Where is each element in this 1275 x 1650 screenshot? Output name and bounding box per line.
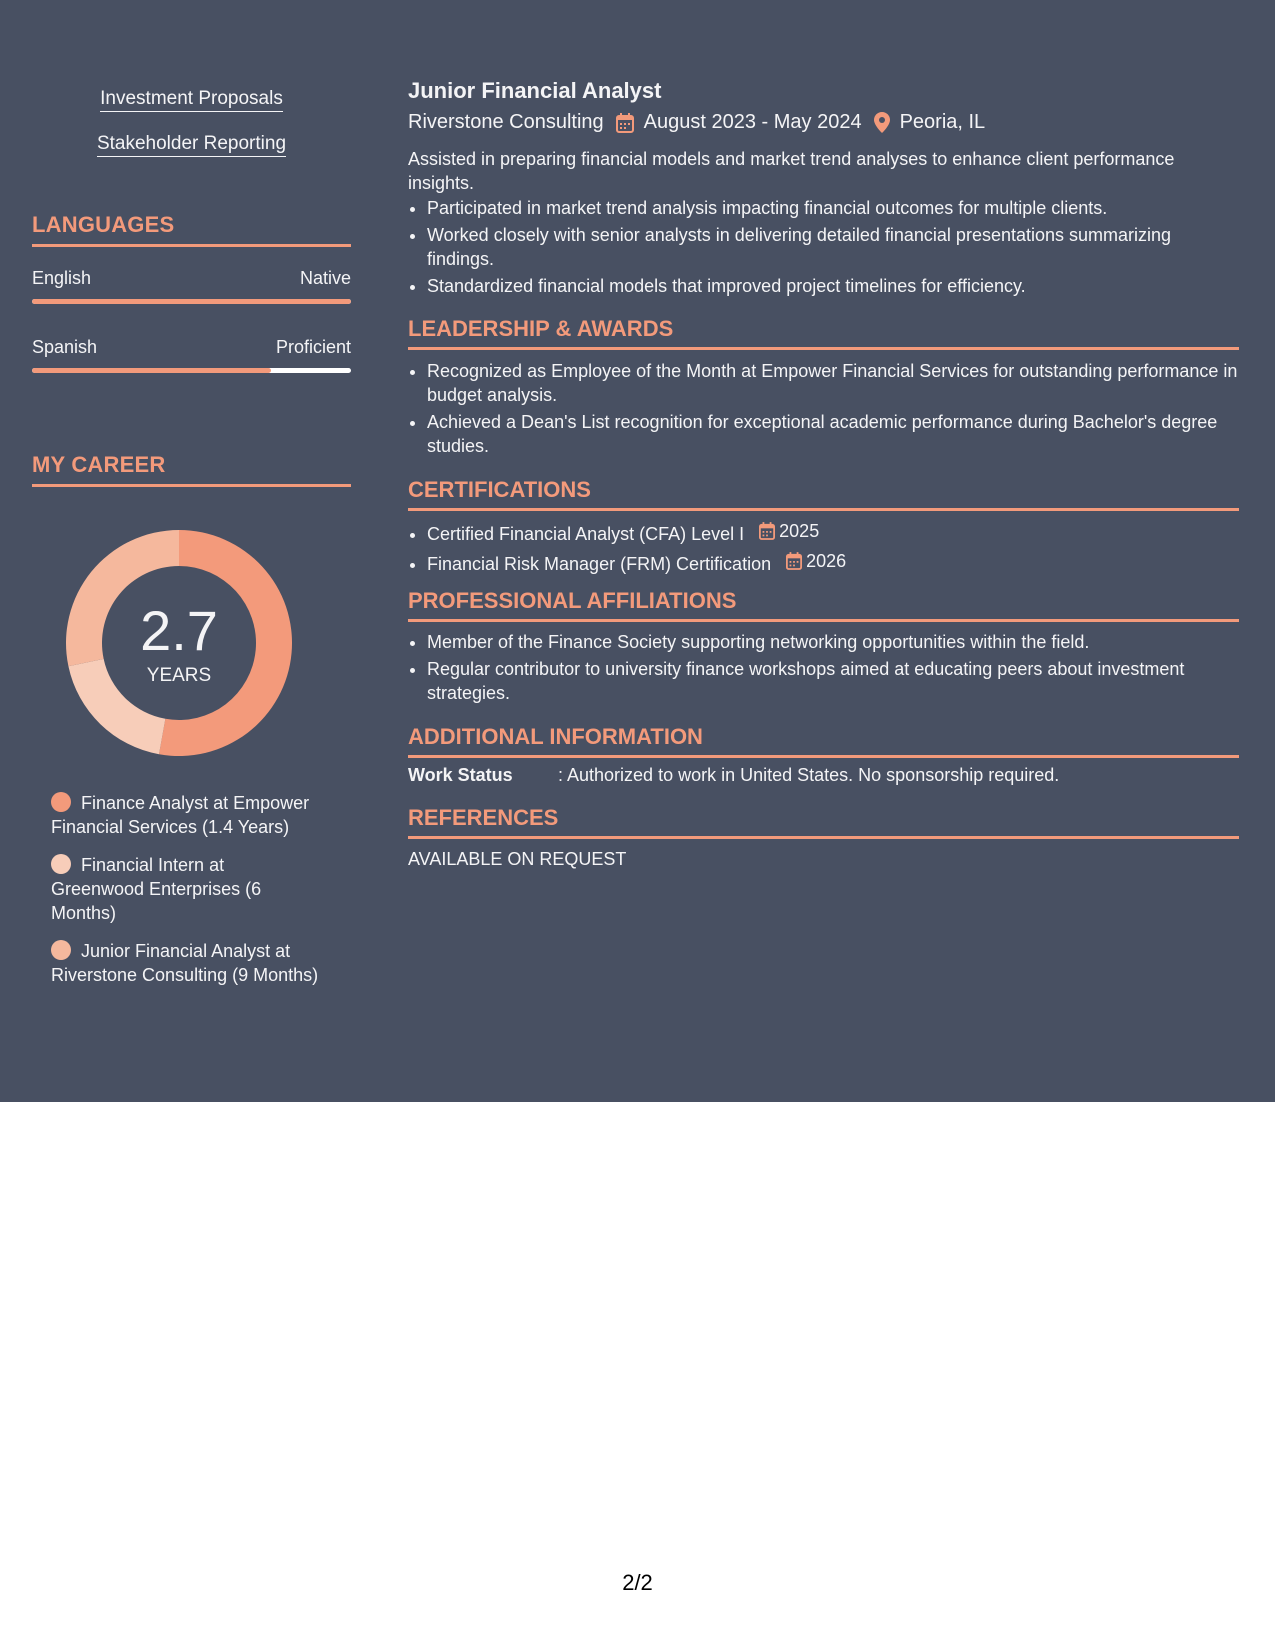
calendar-icon [616, 113, 634, 133]
language-row-english [32, 268, 351, 289]
affiliations-heading: PROFESSIONAL AFFILIATIONS [408, 588, 1239, 622]
language-level: Proficient [275, 337, 351, 357]
language-name: Spanish [32, 337, 98, 357]
certifications-list [408, 519, 1239, 579]
language-bar-fill [32, 299, 351, 304]
affiliations-list [408, 630, 1239, 708]
career-total-value: 2.7 [140, 599, 218, 662]
job-bullet-list [408, 196, 1239, 301]
sidebar [32, 0, 351, 1102]
work-status-row [408, 765, 1059, 786]
career-legend-item [51, 791, 321, 839]
career-legend-item [51, 853, 321, 925]
affiliation-item: • Regular contributor to university finance workshops aimed at educating peers about investment strategies. [427, 657, 1239, 705]
company-name: Riverstone Consulting [408, 111, 604, 133]
leadership-list [408, 359, 1239, 461]
legend-dot [51, 792, 71, 812]
language-bar-english [32, 299, 351, 304]
legend-dot [51, 854, 71, 874]
language-bar-spanish [32, 368, 351, 373]
certification-item [427, 549, 1239, 576]
skill-label: Stakeholder Reporting [97, 133, 286, 157]
career-heading: MY CAREER [32, 452, 351, 487]
calendar-icon [759, 522, 775, 540]
certification-year [786, 549, 846, 573]
career-legend-label: Junior Financial Analyst at Riverstone Consulting (9 Months) [51, 941, 319, 985]
job-bullet: • Participated in market trend analysis impacting financial outcomes for multiple clients. [427, 196, 1239, 220]
career-legend-label: Financial Intern at Greenwood Enterprises (6 Months) [51, 855, 262, 923]
certification-year-label: 2026 [806, 551, 847, 571]
job-location: Peoria, IL [899, 111, 986, 133]
main-column [408, 0, 1239, 1102]
certification-name: Certified Financial Analyst (CFA) Level I [427, 524, 745, 544]
skill-item-stakeholder-reporting[interactable] [32, 133, 351, 155]
affiliation-item: • Member of the Finance Society supporting networking opportunities within the field. [427, 630, 1239, 654]
certification-year-label: 2025 [779, 521, 820, 541]
languages-heading: LANGUAGES [32, 212, 351, 247]
career-total-unit: YEARS [146, 665, 212, 686]
career-legend-item [51, 939, 321, 987]
leadership-heading: LEADERSHIP & AWARDS [408, 316, 1239, 350]
references-heading: REFERENCES [408, 805, 1239, 839]
job-meta [408, 111, 985, 134]
leadership-item: • Recognized as Employee of the Month at Empower Financial Services for outstanding performance in budget analysis. [427, 359, 1239, 407]
certification-year [759, 519, 819, 543]
language-name: English [32, 268, 92, 288]
language-row-spanish [32, 337, 351, 358]
job-bullet: • Worked closely with senior analysts in delivering detailed financial presentations summarizing findings. [427, 223, 1239, 271]
certifications-heading: CERTIFICATIONS [408, 477, 1239, 511]
career-legend-label: Finance Analyst at Empower Financial Services (1.4 Years) [51, 793, 310, 837]
references-text: AVAILABLE ON REQUEST [408, 849, 627, 869]
certification-item [427, 519, 1239, 546]
language-level: Native [299, 268, 351, 288]
location-pin-icon [874, 112, 890, 133]
work-status-value: : Authorized to work in United States. No sponsorship required. [558, 765, 1060, 785]
job-summary: Assisted in preparing financial models and market trend analyses to enhance client performance insights. [408, 149, 1175, 193]
job-dates: August 2023 - May 2024 [643, 111, 862, 133]
additional-info-heading: ADDITIONAL INFORMATION [408, 724, 1239, 758]
certification-name: Financial Risk Manager (FRM) Certification [427, 554, 772, 574]
job-title: Junior Financial Analyst [408, 78, 662, 103]
skill-label: Investment Proposals [100, 88, 283, 112]
calendar-icon [786, 552, 802, 570]
skill-item-investment-proposals[interactable] [32, 88, 351, 110]
page-number: 2/2 [622, 1570, 653, 1595]
legend-dot [51, 940, 71, 960]
career-donut-chart [66, 530, 292, 756]
work-status-label: Work Status [408, 765, 513, 785]
language-bar-fill [32, 368, 271, 373]
leadership-item: • Achieved a Dean's List recognition for exceptional academic performance during Bachelor's degree studies. [427, 410, 1239, 458]
job-bullet: • Standardized financial models that improved project timelines for efficiency. [427, 274, 1239, 298]
